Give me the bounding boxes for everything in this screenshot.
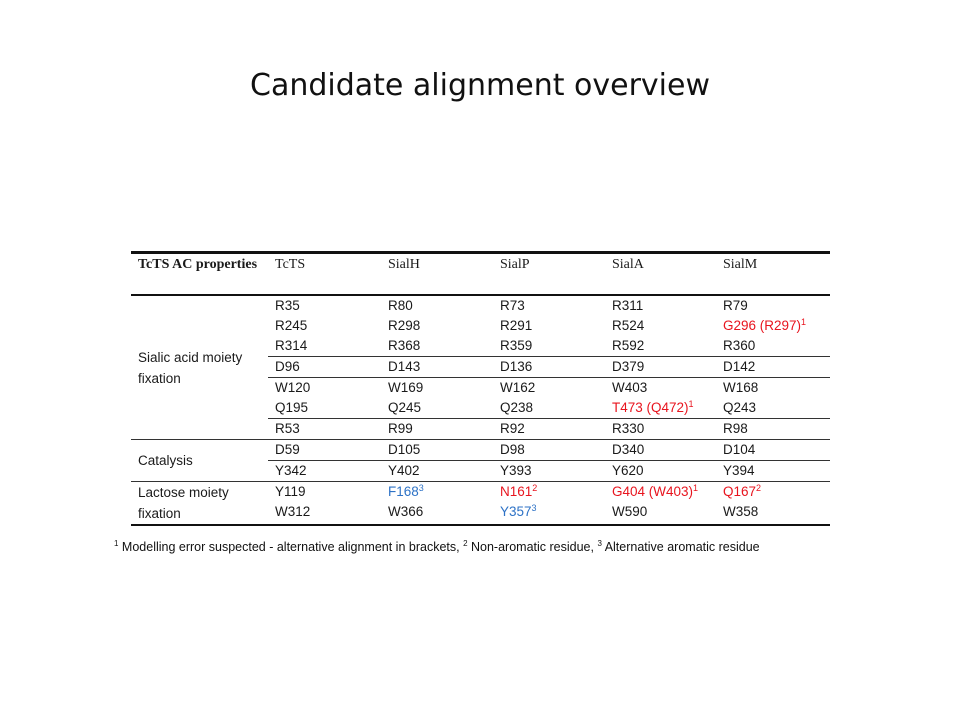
residue xyxy=(612,336,716,356)
residue-text: R314 xyxy=(275,338,308,353)
residue xyxy=(275,461,381,481)
footnote-number: 1 xyxy=(114,539,119,548)
residue-text: W312 xyxy=(275,504,311,519)
residue-text: R80 xyxy=(388,298,413,313)
residue-cell xyxy=(381,419,493,440)
footnote-number: 3 xyxy=(597,539,602,548)
residue-text: W358 xyxy=(723,504,759,519)
residue-cell xyxy=(493,440,605,461)
residue-cell xyxy=(493,461,605,482)
table-body xyxy=(131,295,830,525)
footnote-marker: 2 xyxy=(532,483,538,493)
residue-cell xyxy=(381,295,493,357)
residue-text: D98 xyxy=(500,442,525,457)
residue-text: F168 xyxy=(388,484,419,499)
residue-text: R360 xyxy=(723,338,756,353)
residue xyxy=(275,440,381,460)
alignment-table xyxy=(131,251,830,526)
residue xyxy=(723,461,830,481)
residue xyxy=(500,502,605,522)
residue-cell xyxy=(716,419,830,440)
residue xyxy=(275,378,381,398)
residue xyxy=(612,440,716,460)
residue xyxy=(500,336,605,356)
residue xyxy=(388,296,493,316)
residue xyxy=(275,482,381,502)
residue xyxy=(500,419,605,439)
residue-text: Y620 xyxy=(612,463,644,478)
residue xyxy=(612,502,716,522)
residue xyxy=(275,296,381,316)
residue xyxy=(723,440,830,460)
residue-text: D143 xyxy=(388,359,421,374)
residue xyxy=(500,296,605,316)
residue xyxy=(723,357,830,377)
residue-text: Q245 xyxy=(388,400,422,415)
residue-cell xyxy=(268,378,381,419)
residue-cell xyxy=(381,378,493,419)
residue-cell xyxy=(716,378,830,419)
residue xyxy=(500,378,605,398)
footnote-marker: 2 xyxy=(756,483,762,493)
slide-title: Candidate alignment overview xyxy=(250,68,710,103)
residue-text: D340 xyxy=(612,442,645,457)
residue-cell xyxy=(493,482,605,526)
residue xyxy=(500,357,605,377)
residue-text: G404 (W403) xyxy=(612,484,694,499)
residue-cell xyxy=(605,378,716,419)
residue xyxy=(275,336,381,356)
footnote-marker: 3 xyxy=(418,483,424,493)
header-sialp: SialP xyxy=(500,257,530,272)
residue xyxy=(388,419,493,439)
residue-text: R368 xyxy=(388,338,421,353)
residue xyxy=(388,336,493,356)
footnote-marker: 3 xyxy=(531,503,537,513)
header-siala: SialA xyxy=(612,257,644,272)
residue-text: W162 xyxy=(500,380,536,395)
residue xyxy=(388,502,493,522)
residue-cell xyxy=(605,295,716,357)
residue-cell xyxy=(493,357,605,378)
residue-cell xyxy=(605,440,716,461)
residue-text: G296 (R297) xyxy=(723,318,802,333)
residue-text: Q243 xyxy=(723,400,757,415)
residue-text: R592 xyxy=(612,338,645,353)
residue xyxy=(612,316,716,336)
residue xyxy=(723,316,830,336)
residue-cell xyxy=(268,419,381,440)
property-label: Sialic acid moiety fixation xyxy=(138,349,243,386)
residue xyxy=(723,378,830,398)
residue-cell xyxy=(493,378,605,419)
residue-text: R92 xyxy=(500,421,525,436)
residue-cell xyxy=(605,419,716,440)
residue-text: R53 xyxy=(275,421,300,436)
residue-text: R524 xyxy=(612,318,645,333)
residue-cell xyxy=(381,357,493,378)
residue-text: Q195 xyxy=(275,400,309,415)
residue-text: Y394 xyxy=(723,463,755,478)
residue xyxy=(500,482,605,502)
table-row xyxy=(131,440,830,461)
residue xyxy=(723,296,830,316)
residue-text: D379 xyxy=(612,359,645,374)
residue xyxy=(612,419,716,439)
residue-cell xyxy=(268,440,381,461)
residue-text: R291 xyxy=(500,318,533,333)
residue xyxy=(723,398,830,418)
residue-text: W169 xyxy=(388,380,424,395)
residue-text: D105 xyxy=(388,442,421,457)
residue-text: R311 xyxy=(612,298,644,313)
residue-text: R359 xyxy=(500,338,533,353)
residue-text: R330 xyxy=(612,421,645,436)
residue-text: W168 xyxy=(723,380,759,395)
residue-cell xyxy=(493,295,605,357)
footnote-text: Modelling error suspected - alternative alignment in brackets, xyxy=(118,540,464,554)
residue-cell xyxy=(493,419,605,440)
residue-text: T473 (Q472) xyxy=(612,400,689,415)
residue-cell xyxy=(716,461,830,482)
residue-cell xyxy=(268,461,381,482)
header-tcts: TcTS xyxy=(275,257,306,272)
residue xyxy=(275,502,381,522)
residue xyxy=(388,398,493,418)
residue-text: D104 xyxy=(723,442,756,457)
residue-text: Y357 xyxy=(500,504,532,519)
header-sialm: SialM xyxy=(723,257,758,272)
footnote-text: Non-aromatic residue, xyxy=(467,540,598,554)
residue xyxy=(388,482,493,502)
residue-text: R245 xyxy=(275,318,308,333)
residue xyxy=(275,357,381,377)
residue-cell xyxy=(716,482,830,526)
residue xyxy=(275,398,381,418)
residue-cell xyxy=(268,357,381,378)
footnote-marker: 1 xyxy=(693,483,699,493)
table-header xyxy=(131,253,830,296)
residue-text: Y402 xyxy=(388,463,420,478)
residue xyxy=(500,461,605,481)
residue-text: Q167 xyxy=(723,484,757,499)
residue-cell xyxy=(605,461,716,482)
footnote-number: 2 xyxy=(463,539,468,548)
residue-cell xyxy=(716,357,830,378)
residue-text: R298 xyxy=(388,318,421,333)
residue-cell xyxy=(381,461,493,482)
residue-cell xyxy=(605,482,716,526)
residue-cell xyxy=(268,482,381,526)
residue-text: R79 xyxy=(723,298,748,313)
residue-text: Q238 xyxy=(500,400,534,415)
residue-text: W120 xyxy=(275,380,311,395)
footnote-marker: 1 xyxy=(801,317,807,327)
residue-text: W590 xyxy=(612,504,648,519)
table-row xyxy=(131,295,830,357)
residue xyxy=(612,296,716,316)
residue xyxy=(275,316,381,336)
footnote-text: Alternative aromatic residue xyxy=(601,540,760,554)
residue-text: R98 xyxy=(723,421,748,436)
residue xyxy=(388,440,493,460)
residue-text: R73 xyxy=(500,298,525,313)
residue xyxy=(275,419,381,439)
residue-text: Y342 xyxy=(275,463,307,478)
header-properties: TcTS AC properties xyxy=(138,257,258,272)
residue xyxy=(612,482,716,502)
residue xyxy=(723,419,830,439)
residue-text: R99 xyxy=(388,421,413,436)
footnote xyxy=(114,540,874,554)
residue xyxy=(500,316,605,336)
residue xyxy=(723,502,830,522)
residue-text: W366 xyxy=(388,504,424,519)
residue xyxy=(388,378,493,398)
residue xyxy=(500,398,605,418)
residue-text: Y393 xyxy=(500,463,532,478)
residue-text: N161 xyxy=(500,484,533,499)
residue xyxy=(612,461,716,481)
footnote-marker: 1 xyxy=(688,399,694,409)
residue xyxy=(612,378,716,398)
residue xyxy=(612,398,716,418)
residue xyxy=(388,357,493,377)
residue-text: R35 xyxy=(275,298,300,313)
residue-cell xyxy=(381,440,493,461)
property-label: Lactose moiety fixation xyxy=(138,485,229,521)
residue-cell xyxy=(605,357,716,378)
residue-text: D96 xyxy=(275,359,300,374)
residue-cell xyxy=(381,482,493,526)
residue xyxy=(723,482,830,502)
header-sialh: SialH xyxy=(388,257,420,272)
residue-cell xyxy=(716,295,830,357)
residue-text: D142 xyxy=(723,359,756,374)
residue xyxy=(612,357,716,377)
residue xyxy=(388,461,493,481)
residue-text: W403 xyxy=(612,380,648,395)
residue-text: Y119 xyxy=(275,484,306,499)
residue-text: D136 xyxy=(500,359,533,374)
residue-cell xyxy=(716,440,830,461)
table-row xyxy=(131,482,830,526)
residue xyxy=(723,336,830,356)
property-label: Catalysis xyxy=(138,453,193,468)
alignment-table-container xyxy=(131,251,830,526)
residue-cell xyxy=(268,295,381,357)
residue xyxy=(388,316,493,336)
residue-text: D59 xyxy=(275,442,300,457)
residue xyxy=(500,440,605,460)
